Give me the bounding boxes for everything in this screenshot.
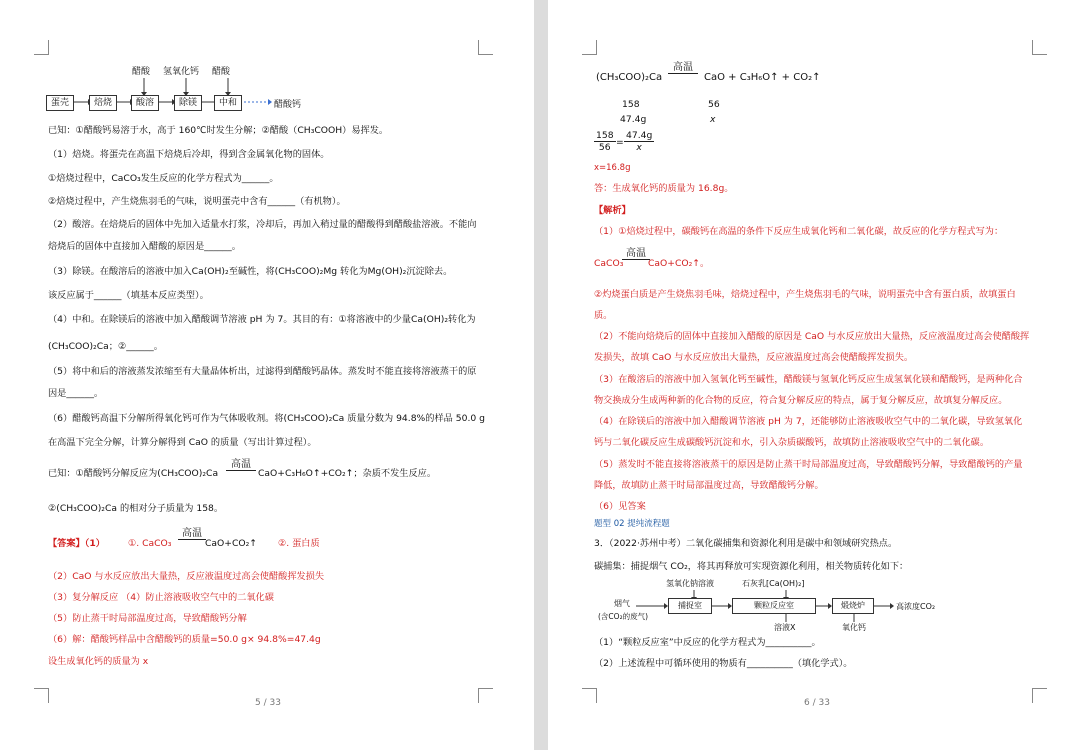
flow-input: (含CO₂的废气) (598, 612, 648, 621)
analysis-text: （6）见答案 (594, 501, 646, 512)
page-number: 6 / 33 (804, 698, 830, 708)
answer-text: 设生成氧化钙的质量为 x (48, 656, 149, 667)
analysis-text: ②灼烧蛋白质是产生烧焦羽毛味，焙烧过程中，产生烧焦羽毛的气味，说明蛋壳中含有蛋白质，故填蛋白 (594, 289, 1016, 300)
crop-mark (478, 40, 493, 55)
question-text: （1）“颗粒反应室”中反应的化学方程式为__________。 (594, 637, 821, 648)
analysis-text: （3）在酸溶后的溶液中加入氢氧化钙至碱性，醋酸镁与氢氧化钙反应生成氢氧化镁和醋酸钙，是两种化合 (594, 374, 1023, 385)
flow-step-box: 中和 (214, 95, 242, 111)
flow-step-box: 捕捉室 (668, 598, 712, 614)
equals-sign: = (616, 137, 624, 148)
flow-step-box: 颗粒反应室 (732, 598, 816, 614)
question-text: （5）将中和后的溶液蒸发浓缩至有大量晶体析出，过滤得到醋酸钙晶体。蒸发时不能直接将溶液蒸干的原 (48, 366, 477, 377)
crop-mark (34, 40, 49, 55)
answer-text: CaO+CO₂↑ (205, 538, 258, 549)
reaction-condition: 高温 (668, 62, 698, 74)
analysis-text: （4）在除镁后的溶液中加入醋酸调节溶液 pH 为 7，还能够防止溶液吸收空气中的二氧化碳，导致氢氧化 (594, 416, 1023, 427)
flow-step-box: 煅烧炉 (832, 598, 874, 614)
question-text: 3．（2022·苏州中考）二氧化碳捕集和资源化利用是碳中和领域研究热点。 (594, 538, 898, 549)
answer-text: ②. 蛋白质 (278, 538, 320, 549)
flow-reagent: 氢氧化钙 (163, 67, 200, 77)
flow-reagent: 氢氧化钠溶液 (666, 579, 714, 588)
fraction: $\frac{158}{56}$ (596, 130, 614, 153)
document-page-6 (548, 0, 1080, 750)
analysis-text: （5）蒸发时不能直接将溶液蒸干的原因是防止蒸干时局部温度过高，导致醋酸钙分解，导致醋酸钙的产量 (594, 459, 1023, 470)
crop-mark (1032, 40, 1047, 55)
crop-mark (1032, 688, 1047, 703)
analysis-text: 质。 (594, 310, 613, 321)
question-text: ②(CH₃COO)₂Ca 的相对分子质量为 158。 (48, 503, 224, 514)
document-page-5 (0, 0, 534, 750)
crop-mark (478, 688, 493, 703)
question-text: 该反应属于______（填基本反应类型）。 (48, 290, 209, 301)
answer-text: ①. CaCO₃ (128, 538, 172, 549)
answer-text: （6）解：醋酸钙样品中含醋酸钙的质量=50.0 g× 94.8%=47.4g (48, 634, 321, 645)
equation-reactant: (CH₃COO)₂Ca (596, 72, 663, 83)
fraction: $\frac{47.4g}{x}$ (626, 130, 653, 153)
flow-reagent: 石灰乳[Ca(OH)₂] (742, 579, 805, 588)
question-text: ②焙烧过程中，产生烧焦羽毛的气味，说明蛋壳中含有______（有机物）。 (48, 196, 346, 207)
question-text: 已知：①醋酸钙分解反应为(CH₃COO)₂Ca (48, 468, 219, 479)
analysis-text: 降低，故填防止蒸干时局部温度过高，导致醋酸钙分解。 (594, 480, 824, 491)
analysis-text: CaO+CO₂↑。 (648, 258, 710, 269)
answer-text: （3）复分解反应 （4）防止溶液吸收空气中的二氧化碳 (48, 592, 274, 603)
flow-product: 醋酸钙 (274, 100, 302, 110)
question-text: (CH₃COO)₂Ca；②______。 (48, 341, 163, 352)
analysis-text: CaCO₃ (594, 258, 624, 269)
analysis-text: 物交换成分生成两种新的化合物的反应，符合复分解反应的特点，属于复分解反应，故填复分解反应。 (594, 395, 1008, 406)
analysis-tag: 【解析】 (594, 205, 631, 216)
question-text: 在高温下完全分解，计算分解得到 CaO 的质量（写出计算过程）。 (48, 437, 317, 448)
flow-step-box: 焙烧 (89, 95, 117, 111)
reaction-condition: 高温 (178, 528, 206, 540)
question-text: （3）除镁。在酸溶后的溶液中加入Ca(OH)₂至碱性，将(CH₃COO)₂Mg 转化为Mg(OH)₂沉淀除去。 (48, 266, 453, 277)
flow-step-box: 除镁 (174, 95, 202, 111)
page-gutter (534, 0, 548, 750)
flow-output: 氧化钙 (842, 623, 866, 632)
question-text: 焙烧后的固体中直接加入醋酸的原因是______。 (48, 241, 241, 252)
flow-reagent: 醋酸 (132, 67, 151, 77)
flow-step-box: 酸溶 (131, 95, 159, 111)
flow-output: 高浓度CO₂ (896, 602, 936, 611)
answer-text: （5）防止蒸干时局部温度过高，导致醋酸钙分解 (48, 613, 247, 624)
question-text: （4）中和。在除镁后的溶液中加入醋酸调节溶液 pH 为 7。其目的有：①将溶液中的少量Ca(OH)₂转化为 (48, 314, 476, 325)
crop-mark (582, 40, 597, 55)
question-text: 碳捕集：捕捉烟气 CO₂，将其再释放可实现资源化利用，相关物质转化如下： (594, 561, 909, 572)
question-text: 因是______。 (48, 388, 104, 399)
answer-final: 答：生成氧化钙的质量为 16.8g。 (594, 183, 734, 194)
flow-input: 烟气 (614, 599, 630, 608)
analysis-text: （1）①焙烧过程中，碳酸钙在高温的条件下反应生成氧化钙和二氧化碳，故反应的化学方程式写为： (594, 226, 1004, 237)
question-text: （1）焙烧。将蛋壳在高温下焙烧后冷却，得到含金属氧化物的固体。 (48, 149, 330, 160)
reaction-condition: 高温 (622, 248, 650, 260)
calc-value: 56 (708, 99, 720, 110)
question-text: （2）上述流程中可循环使用的物质有__________（填化学式）。 (594, 658, 853, 669)
flow-output: 溶液X (774, 623, 796, 632)
answer-text: （2）CaO 与水反应放出大量热，反应液温度过高会使醋酸挥发损失 (48, 571, 325, 582)
calc-value: 47.4g (620, 114, 647, 125)
flow-step-box: 蛋壳 (46, 95, 74, 111)
crop-mark (34, 688, 49, 703)
calc-value: x (710, 114, 716, 125)
crop-mark (582, 688, 597, 703)
reaction-condition: 高温 (226, 459, 256, 471)
question-text: ①焙烧过程中，CaCO₃发生反应的化学方程式为______。 (48, 173, 279, 184)
flow-reagent: 醋酸 (212, 67, 231, 77)
analysis-text: 发损失，故填 CaO 与水反应放出大量热，反应液温度过高会使醋酸挥发损失。 (594, 352, 914, 363)
page-number: 5 / 33 (255, 698, 281, 708)
question-text: （6）醋酸钙高温下分解所得氧化钙可作为气体吸收剂。将(CH₃COO)₂Ca 质量分数为 94.8%的样品 50.0 g (48, 413, 485, 424)
answer-tag: 【答案】（1） (48, 538, 105, 549)
calc-value: 158 (622, 99, 640, 110)
question-text: （2）酸溶。在焙烧后的固体中先加入适量水打浆，冷却后，再加入稍过量的醋酸得到醋酸盐溶液。不能向 (48, 219, 477, 230)
question-text: CaO+C₃H₆O↑+CO₂↑；杂质不发生反应。 (258, 468, 437, 479)
analysis-text: （2）不能向焙烧后的固体中直接加入醋酸的原因是 CaO 与水反应放出大量热，反应液温度过高会使醋酸挥 (594, 331, 1030, 342)
topic-heading: 题型 02 提纯流程题 (594, 519, 670, 529)
calc-result: x=16.8g (594, 163, 631, 173)
equation-products: CaO + C₃H₆O↑ + CO₂↑ (704, 72, 821, 83)
question-text: 已知：①醋酸钙易溶于水，高于 160℃时发生分解；②醋酸（CH₃COOH）易挥发。 (48, 125, 389, 136)
analysis-text: 钙与二氧化碳反应生成碳酸钙沉淀和水，引入杂质碳酸钙，故填防止溶液吸收空气中的二氧化碳。 (594, 437, 990, 448)
